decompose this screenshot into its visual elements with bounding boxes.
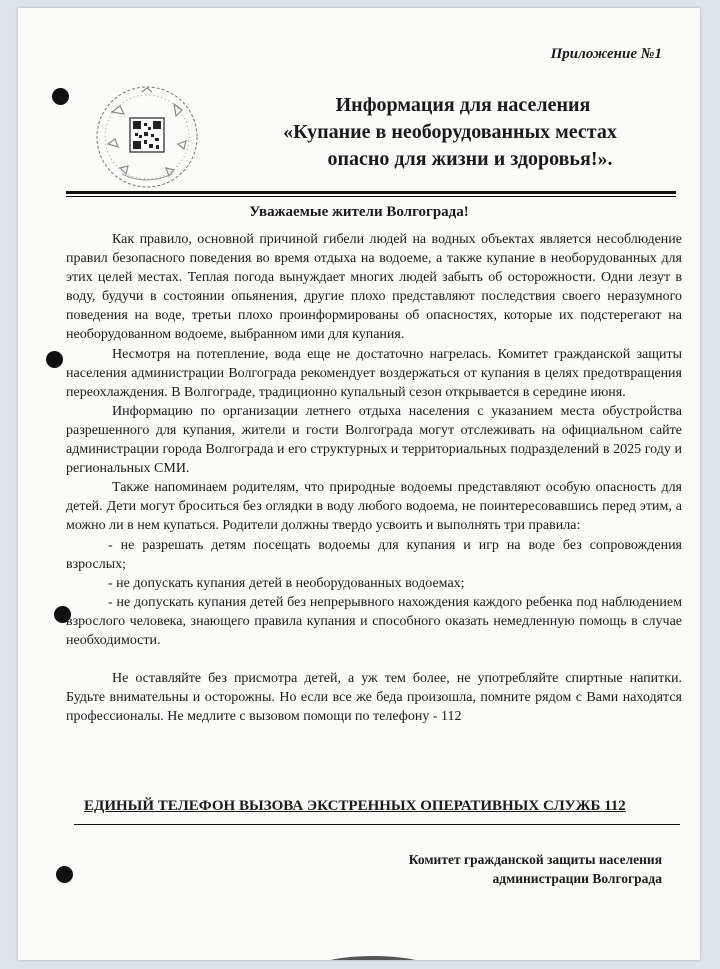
signature-block (409, 850, 662, 888)
body-text (66, 230, 682, 726)
paragraph: Информацию по организации летнего отдыха населения с указанием места обустройства разрешенного для купания, жители и гости Волгограда могут отслеживать на официальном сайте администрации города Волгограда и его структурных и территориальных подразделений в 2025 году и региональных СМИ. (66, 403, 682, 477)
punch-hole (46, 351, 63, 368)
document-page (18, 8, 700, 960)
signature-line: администрации Волгограда (492, 871, 662, 886)
emergency-phone-line: ЕДИНЫЙ ТЕЛЕФОН ВЫЗОВА ЭКСТРЕННЫХ ОПЕРАТИВНЫХ СЛУЖБ 112 (84, 798, 626, 814)
title-divider-thin (66, 196, 676, 197)
punch-hole (52, 88, 69, 105)
appendix-label: Приложение №1 (550, 46, 662, 62)
rule-item: - не допускать купания детей в необорудованных водоемах; (108, 575, 465, 591)
title-line: Информация для населения (335, 94, 591, 116)
paragraph: Как правило, основной причиной гибели людей на водных объектах является несоблюдение правил безопасного поведения во время отдыха на водоеме, а также купание в необорудованных для этих целей местах. Теплая погода вынуждает многих людей забыть об осторожности. Одни лезут в воду, будучи в состоянии опьянения, другие плохо представляют последствия своего неразумного поведения на воде, третьи плохо проинформированы об опасностях, которые их подстерегают на необорудованном водоеме, выбранном ими для купания. (66, 232, 682, 343)
emergency-divider (74, 824, 680, 825)
rule-item: - не разрешать детям посещать водоемы для купания и игр на воде без сопровождения взрослых; (66, 537, 682, 572)
title-divider (66, 191, 676, 194)
paragraph: Несмотря на потепление, вода еще не достаточно нагрелась. Комитет гражданской защиты населения администрации Волгограда рекомендует воздержаться от купания в целях предотвращения переохлаждения. В Волгограде, традиционно купальный сезон открывается в середине июня. (66, 346, 682, 400)
document-title (230, 92, 670, 173)
punch-hole (56, 866, 73, 883)
rule-item: - не допускать купания детей без непрерывного нахождения каждого ребенка под наблюдением взрослого человека, знающего правила купания и способного оказать немедленную помощь в случае необходимости. (66, 594, 682, 648)
coat-of-arms-emblem (92, 82, 202, 192)
title-line: «Купание в необорудованных местах (283, 121, 617, 143)
closing-paragraph: Не оставляйте без присмотра детей, а уж тем более, не употребляйте спиртные напитки. Будьте внимательны и осторожны. Но если все же беда произошла, помните рядом с Вами находятся профессионалы. Не медлите с вызовом помощи по телефону - 112 (66, 671, 682, 725)
greeting-heading: Уважаемые жители Волгограда! (249, 204, 469, 220)
scan-artifact (318, 956, 428, 960)
paragraph: Также напоминаем родителям, что природные водоемы представляют особую опасность для детей. Дети могут броситься без оглядки в воду любого водоема, не поинтересовавшись перед этим, а можно ли в нем купаться. Родители должны твердо усвоить и выполнять три правила: (66, 480, 682, 534)
title-line: опасно для жизни и здоровья!». (327, 148, 613, 170)
signature-line: Комитет гражданской защиты населения (408, 852, 662, 867)
